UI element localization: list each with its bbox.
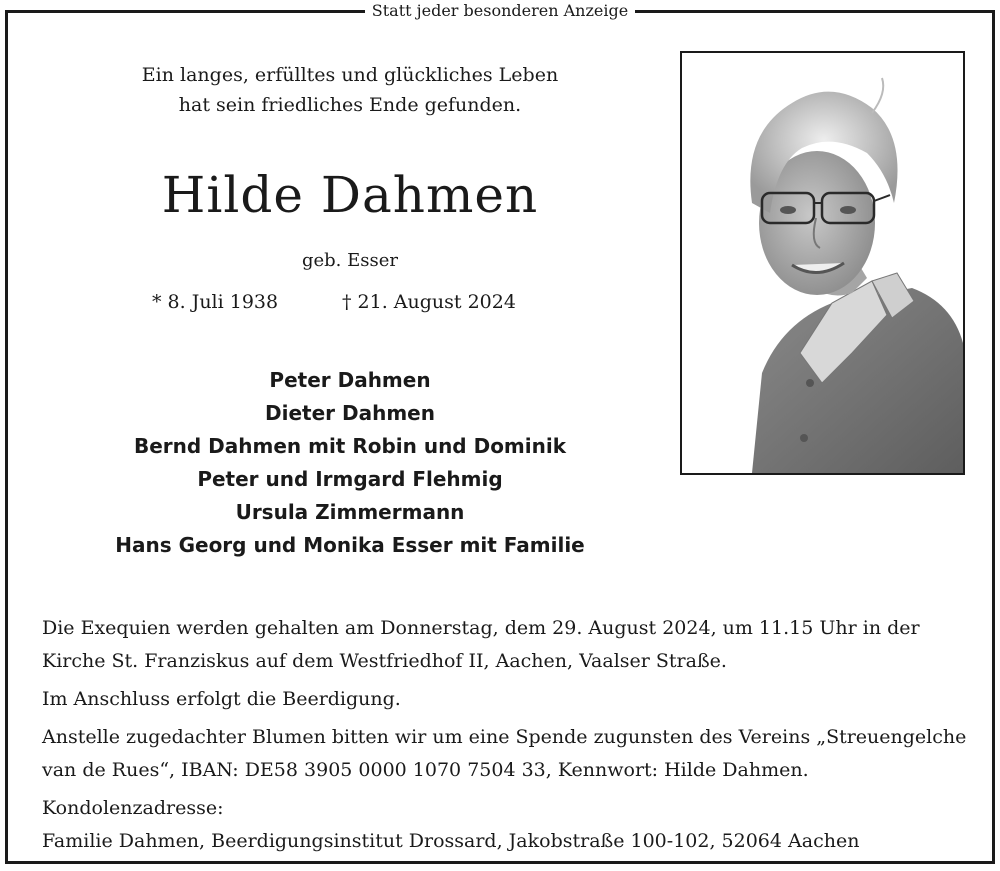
mourner-item: Bernd Dahmen mit Robin und Dominik [133,434,567,458]
intro-line-1: Ein langes, erfülltes und glückliches Leben [141,64,559,86]
mourner-item: Peter und Irmgard Flehmig [197,467,503,491]
service-info [42,612,972,678]
service-line-2: Kirche St. Franziskus auf dem Westfriedhof II, Aachen, Vaalser Straße. [42,650,727,672]
donation-line-1: Anstelle zugedachter Blumen bitten wir um eine Spende zugunsten des Vereins „Streuengelche [42,726,967,748]
birth-date: * 8. Juli 1938 [152,291,279,313]
deceased-name: Hilde Dahmen [161,166,539,224]
portrait-illustration [682,53,963,473]
donation-info [42,721,972,787]
intro-verse [40,60,660,120]
mourner-item: Hans Georg und Monika Esser mit Familie [115,533,585,557]
notice-header [0,0,1000,22]
mourner-item: Ursula Zimmermann [235,500,465,524]
condolence-info [42,792,972,858]
service-details [42,612,972,863]
condolence-address: Familie Dahmen, Beerdigungsinstitut Drossard, Jakobstraße 100-102, 52064 Aachen [42,830,860,852]
mourner-item: Dieter Dahmen [265,401,435,425]
mourner-item: Peter Dahmen [269,368,431,392]
donation-line-2: van de Rues“, IBAN: DE58 3905 0000 1070 7504 33, Kennwort: Hilde Dahmen. [42,759,809,781]
condolence-label: Kondolenzadresse: [42,797,224,819]
intro-line-2: hat sein friedliches Ende gefunden. [178,94,522,116]
portrait-photo [680,51,965,475]
mourners-list [40,364,660,562]
maiden-name: geb. Esser [301,250,398,271]
burial-info: Im Anschluss erfolgt die Beerdigung. [42,688,401,710]
service-line-1: Die Exequien werden gehalten am Donnerstag, dem 29. August 2024, um 11.15 Uhr in der [42,617,920,639]
death-date: † 21. August 2024 [342,291,516,313]
notice-header-text: Statt jeder besonderen Anzeige [365,1,635,20]
